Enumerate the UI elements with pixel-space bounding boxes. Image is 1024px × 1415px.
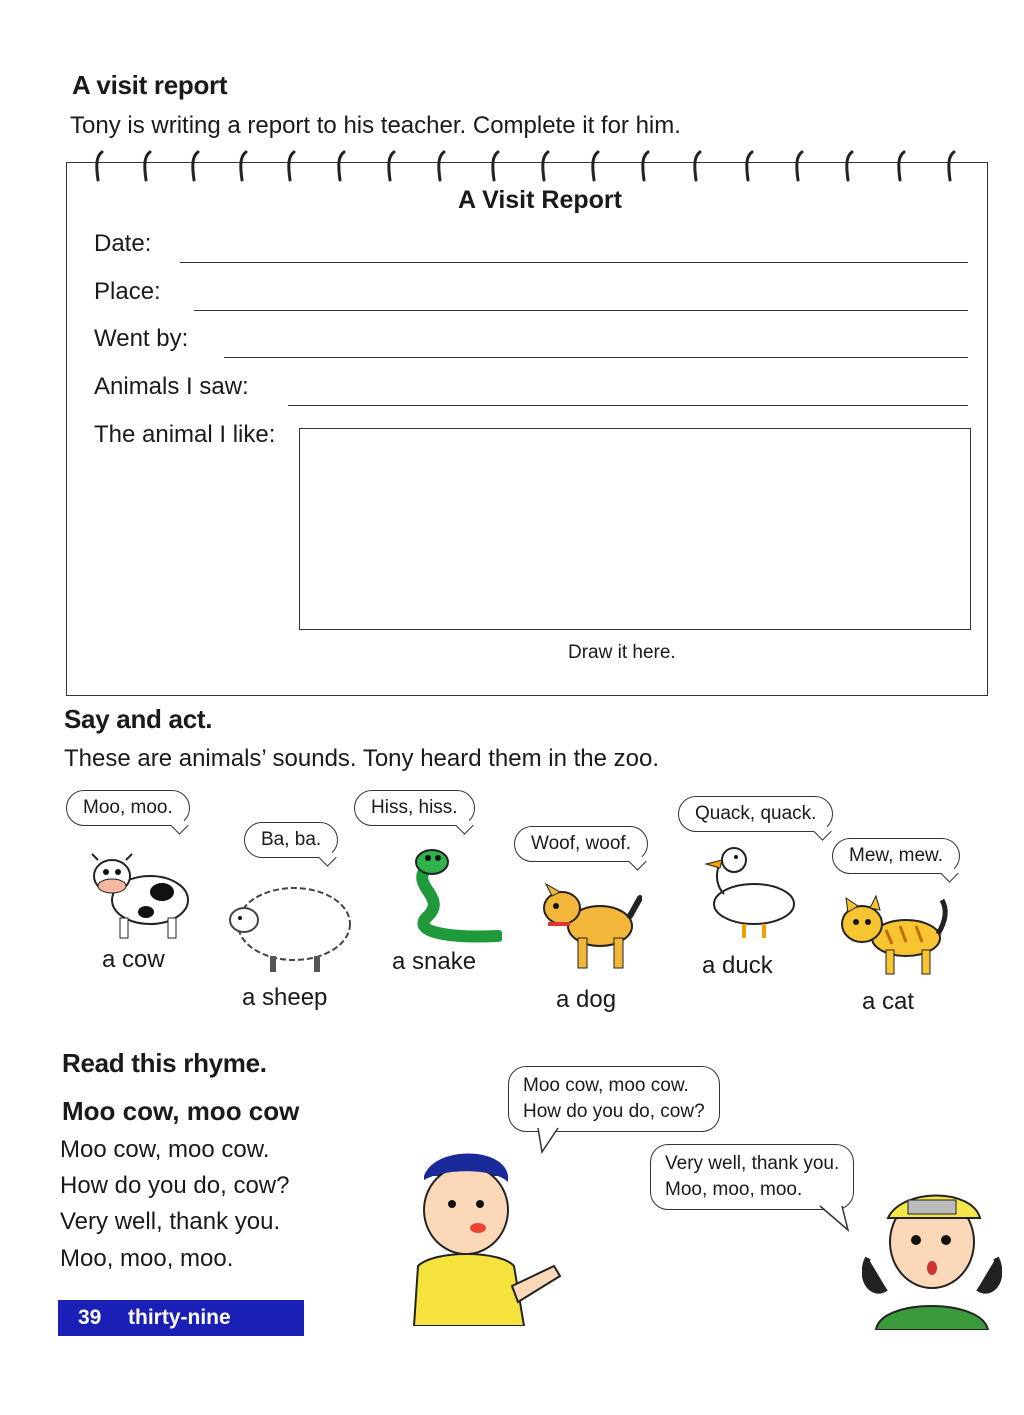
rhyme-line: Very well, thank you. <box>60 1208 281 1235</box>
rhyme-line: How do you do, cow? <box>60 1172 290 1199</box>
speech-bubble-duck: Quack, quack. <box>678 796 833 832</box>
animal-label-sheep: a sheep <box>242 984 328 1011</box>
snake-icon <box>398 846 502 946</box>
rhyme-line: Moo cow, moo cow. <box>60 1136 270 1163</box>
speech-bubble-boy <box>508 1066 720 1132</box>
date-input[interactable] <box>180 262 968 263</box>
animal-label-snake: a snake <box>392 948 477 975</box>
animal-label-cat: a cat <box>862 988 915 1015</box>
field-label-went-by: Went by: <box>94 325 189 352</box>
cat-icon <box>836 894 954 984</box>
place-input[interactable] <box>194 310 968 311</box>
field-label-date: Date: <box>94 230 152 257</box>
animal-label-cow: a cow <box>102 946 165 973</box>
notebook-spiral-icon <box>88 146 968 186</box>
page-number: 39 <box>78 1306 102 1329</box>
drawing-area[interactable] <box>299 428 971 630</box>
section-title-visit-report: A visit report <box>72 70 228 100</box>
boy-tony-icon <box>404 1146 564 1326</box>
page-number-words: thirty-nine <box>128 1306 231 1329</box>
dog-icon <box>538 880 642 976</box>
drawing-caption: Draw it here. <box>568 642 676 663</box>
say-instruction: These are animals’ sounds. Tony heard them in the zoo. <box>64 745 660 772</box>
speech-bubble-cat: Mew, mew. <box>832 838 960 874</box>
page-number-strip <box>58 1300 304 1336</box>
animals-saw-input[interactable] <box>288 405 968 406</box>
went-by-input[interactable] <box>224 357 968 358</box>
boy-line: Moo cow, moo cow. <box>523 1075 689 1096</box>
animal-label-dog: a dog <box>556 986 617 1013</box>
duck-icon <box>694 844 804 942</box>
girl-icon <box>862 1178 1002 1330</box>
girl-line: Very well, thank you. <box>665 1153 840 1174</box>
sheep-icon <box>222 876 358 976</box>
boy-line: How do you do, cow? <box>523 1101 705 1122</box>
visit-instruction: Tony is writing a report to his teacher. Complete it for him. <box>70 112 681 139</box>
speech-bubble-cow: Moo, moo. <box>66 790 190 826</box>
section-title-say-act: Say and act. <box>64 704 213 734</box>
field-label-animal-like: The animal I like: <box>94 421 276 448</box>
speech-bubble-snake: Hiss, hiss. <box>354 790 475 826</box>
speech-bubble-girl <box>650 1144 854 1210</box>
cow-icon <box>84 846 194 944</box>
rhyme-line: Moo, moo, moo. <box>60 1245 234 1272</box>
girl-line: Moo, moo, moo. <box>665 1179 803 1200</box>
girl-bubble-tail-icon <box>818 1204 852 1234</box>
rhyme-subtitle: Moo cow, moo cow <box>62 1096 300 1126</box>
report-heading: A Visit Report <box>458 186 622 214</box>
field-label-place: Place: <box>94 278 161 305</box>
animal-label-duck: a duck <box>702 952 773 979</box>
section-title-rhyme: Read this rhyme. <box>62 1048 267 1078</box>
speech-bubble-sheep: Ba, ba. <box>244 822 338 858</box>
speech-bubble-dog: Woof, woof. <box>514 826 648 862</box>
field-label-animals-saw: Animals I saw: <box>94 373 249 400</box>
